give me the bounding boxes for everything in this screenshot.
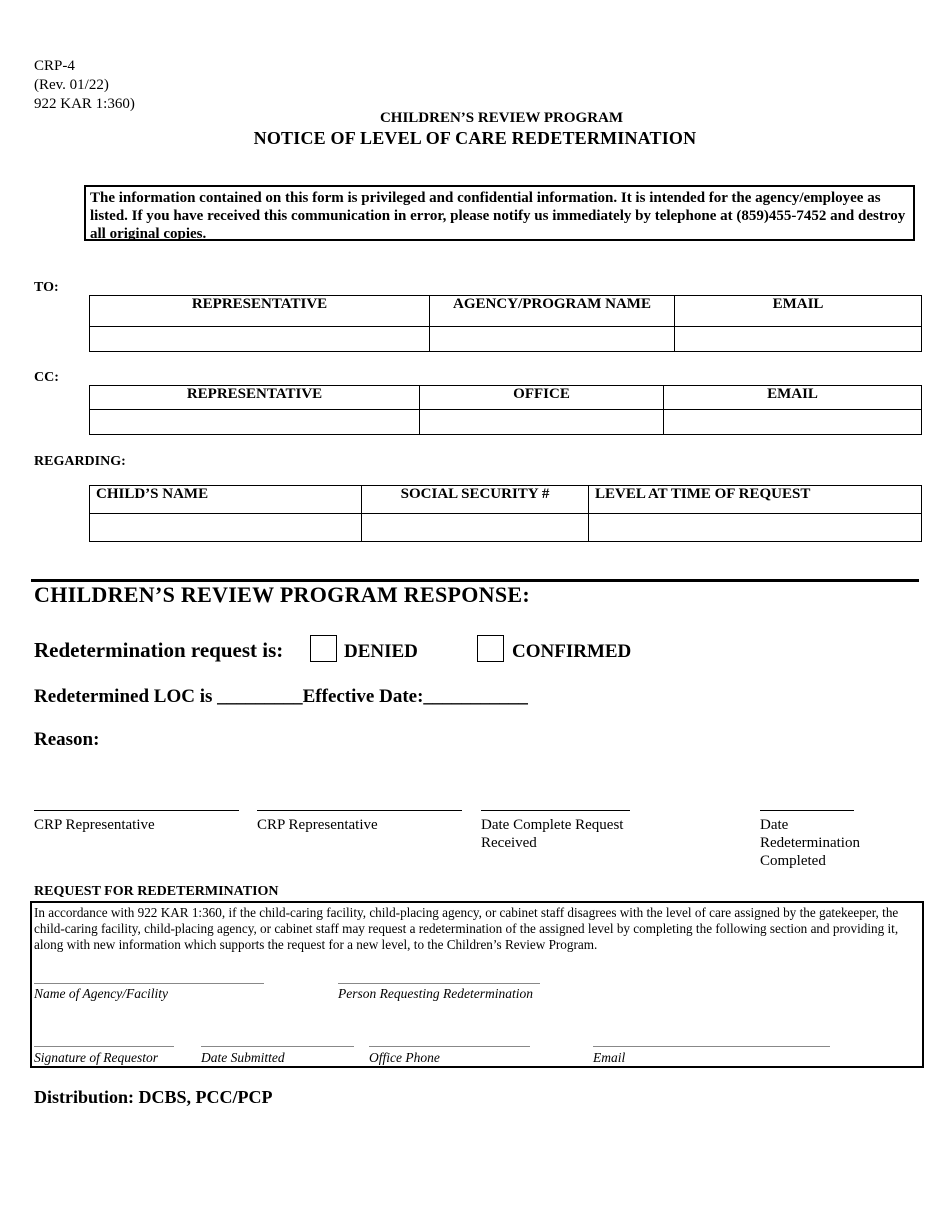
- date-submitted-caption: Date Submitted: [201, 1050, 285, 1065]
- cc-office-field[interactable]: [420, 410, 664, 435]
- to-table: [89, 295, 922, 352]
- date-redetermination-caption-3: Completed: [760, 853, 826, 869]
- distribution-note: Distribution: DCBS, PCC/PCP: [34, 1087, 273, 1107]
- crp-rep-1-caption: CRP Representative: [34, 817, 155, 833]
- regarding-table: [89, 485, 922, 542]
- confirmed-label: CONFIRMED: [512, 641, 632, 662]
- date-redetermination-caption-1: Date: [760, 817, 789, 833]
- date-complete-caption-1: Date Complete Request: [481, 817, 624, 833]
- redetermined-loc-line[interactable]: Redetermined LOC is _________Effective Date:___________: [34, 686, 528, 707]
- to-representative-field[interactable]: [90, 327, 430, 352]
- redetermination-label: Redetermination request is:: [34, 638, 284, 662]
- to-col-representative: REPRESENTATIVE: [90, 296, 430, 327]
- crp-rep-1-line[interactable]: [34, 810, 239, 811]
- date-complete-caption: [481, 816, 623, 852]
- ssn-field[interactable]: [362, 514, 589, 542]
- person-requesting-line[interactable]: [338, 983, 540, 984]
- to-email-field[interactable]: [675, 327, 922, 352]
- signature-requestor-caption: Signature of Requestor: [34, 1050, 158, 1065]
- request-instructions: In accordance with 922 KAR 1:360, if the child-caring facility, child-placing agency, or cabinet staff disagrees with the level of care assigned by the gatekeeper, the child-caring facility, child-placing agency, or cabinet staff may request a redetermination of the assigned level by completing the following section and providing it, along with new information which supports the request for a new level, to the Children’s Review Program.: [34, 905, 899, 952]
- confidentiality-notice: The information contained on this form is privileged and confidential information. It is intended for the agency/employee as listed. If you have received this communication in error, please notify us immediately by telephone at (859)455-7452 and destroy all original copies.: [84, 185, 915, 241]
- date-complete-caption-2: Received: [481, 835, 537, 851]
- cc-col-representative: REPRESENTATIVE: [90, 386, 420, 410]
- to-col-agency: AGENCY/PROGRAM NAME: [430, 296, 675, 327]
- denied-label: DENIED: [344, 641, 418, 662]
- crp-rep-2-caption: CRP Representative: [257, 817, 378, 833]
- date-submitted-line[interactable]: [201, 1046, 354, 1047]
- crp-rep-2-line[interactable]: [257, 810, 462, 811]
- form-number: CRP-4: [34, 58, 75, 74]
- cc-col-email: EMAIL: [664, 386, 922, 410]
- date-redetermination-caption: [760, 816, 860, 870]
- program-title: CHILDREN’S REVIEW PROGRAM: [379, 110, 624, 126]
- regarding-col-child-name: CHILD’S NAME: [90, 486, 362, 514]
- level-field[interactable]: [589, 514, 922, 542]
- cc-table: [89, 385, 922, 435]
- child-name-field[interactable]: [90, 514, 362, 542]
- form-identifier: [34, 57, 135, 114]
- agency-facility-caption: Name of Agency/Facility: [34, 986, 168, 1001]
- person-requesting-caption: Person Requesting Redetermination: [338, 986, 533, 1001]
- date-redetermination-caption-2: Redetermination: [760, 835, 860, 851]
- email-caption: Email: [593, 1050, 626, 1065]
- office-phone-line[interactable]: [369, 1046, 530, 1047]
- response-title: CHILDREN’S REVIEW PROGRAM RESPONSE:: [34, 582, 530, 607]
- cc-col-office: OFFICE: [420, 386, 664, 410]
- cc-representative-field[interactable]: [90, 410, 420, 435]
- to-col-email: EMAIL: [675, 296, 922, 327]
- agency-facility-line[interactable]: [34, 983, 264, 984]
- confirmed-checkbox[interactable]: [477, 635, 504, 662]
- form-title: NOTICE OF LEVEL OF CARE REDETERMINATION: [253, 128, 697, 148]
- signature-requestor-line[interactable]: [34, 1046, 174, 1047]
- regarding-col-level: LEVEL AT TIME OF REQUEST: [589, 486, 922, 514]
- regarding-label: REGARDING:: [34, 454, 126, 469]
- cc-label: CC:: [34, 370, 59, 385]
- denied-checkbox[interactable]: [310, 635, 337, 662]
- form-regulation: 922 KAR 1:360): [34, 96, 135, 112]
- form-revision: (Rev. 01/22): [34, 77, 109, 93]
- office-phone-caption: Office Phone: [369, 1050, 440, 1065]
- reason-label: Reason:: [34, 729, 100, 750]
- date-complete-line[interactable]: [481, 810, 630, 811]
- regarding-col-ssn: SOCIAL SECURITY #: [362, 486, 589, 514]
- request-section-title: REQUEST FOR REDETERMINATION: [34, 884, 279, 899]
- to-label: TO:: [34, 280, 59, 295]
- date-redetermination-line[interactable]: [760, 810, 854, 811]
- to-agency-field[interactable]: [430, 327, 675, 352]
- cc-email-field[interactable]: [664, 410, 922, 435]
- email-line[interactable]: [593, 1046, 830, 1047]
